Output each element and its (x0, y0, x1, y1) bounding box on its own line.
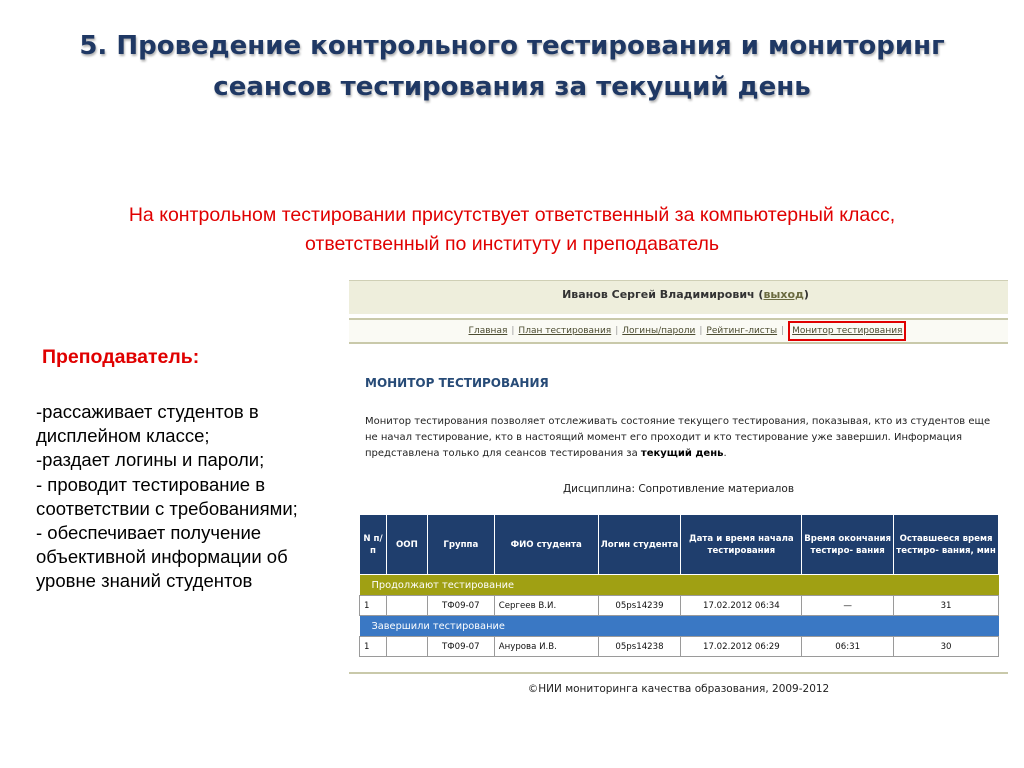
footer-copyright: ©НИИ мониторинга качества образования, 2009-2012 (527, 683, 830, 695)
col-header: Дата и время начала тестирования (681, 515, 802, 575)
table-row: 1 ТФ09-07 Анурова И.В. 05ps14238 17.02.2012 06:29 06:31 30 (360, 637, 999, 657)
user-bar: Иванов Сергей Владимирович (выход) (349, 280, 1008, 314)
col-header: N п/п (360, 515, 387, 575)
duty-item: -раздает логины и пароли; (36, 449, 265, 471)
monitor-description: Монитор тестирования позволяет отслеживать состояние текущего тестирования, показывая, кто из студентов еще не начал тестирование, кто в настоящий момент его проходит и кто тестирование уже завершил. Информация представлена только для сеансов тестирования за текущий день. (365, 416, 991, 459)
table-row: 1 ТФ09-07 Сергеев В.И. 05ps14239 17.02.2012 06:34 — 31 (360, 596, 999, 616)
duty-item: - обеспечивает получение объективной информации об уровне знаний студентов (36, 522, 288, 592)
nav-test-plan[interactable]: План тестирования (518, 326, 612, 336)
nav-monitor[interactable]: Монитор тестирования (792, 326, 903, 336)
slide-title: 5. Проведение контрольного тестирования и мониторинг сеансов тестирования за текущий день (79, 31, 945, 102)
monitor-table (359, 514, 999, 657)
col-header: ООП (386, 515, 427, 575)
nav-logins[interactable]: Логины/пароли (622, 326, 696, 336)
teacher-section (36, 344, 326, 594)
duty-item: -рассаживает студентов в дисплейном классе; (36, 401, 259, 447)
embedded-screenshot (349, 280, 1008, 694)
table-header-row (360, 515, 999, 575)
col-header: Группа (427, 515, 494, 575)
group-row-completed: Завершили тестирование (360, 616, 999, 637)
col-header: ФИО студента (494, 515, 598, 575)
duty-item: - проводит тестирование в соответствии с требованиями; (36, 473, 298, 519)
col-header: Логин студента (598, 515, 681, 575)
duty-list (36, 400, 326, 594)
col-header: Оставшееся время тестиро- вания, мин (894, 515, 999, 575)
discipline-label: Дисциплина: (562, 483, 635, 495)
discipline-line (349, 483, 1008, 495)
user-name: Иванов Сергей Владимирович (562, 288, 755, 301)
discipline-value: Сопротивление материалов (638, 483, 795, 495)
col-header: Время окончания тестиро- вания (802, 515, 894, 575)
group-row-in-progress: Продолжают тестирование (360, 575, 999, 596)
nav-bar: Главная | План тестирования | Логины/пароли | Рейтинг-листы | Монитор тестирования (349, 318, 1008, 344)
nav-home[interactable]: Главная (468, 326, 508, 336)
teacher-heading: Преподаватель: (42, 346, 200, 368)
slide-subtitle: На контрольном тестировании присутствует ответственный за компьютерный класс, ответственный по институту и преподаватель (128, 204, 896, 255)
logout-link[interactable]: выход (763, 288, 804, 301)
footer-divider (349, 672, 1008, 674)
description-bold: текущий день (640, 448, 724, 459)
nav-highlight-box (788, 321, 906, 341)
nav-ratings[interactable]: Рейтинг-листы (706, 326, 778, 336)
monitor-heading: МОНИТОР ТЕСТИРОВАНИЯ (365, 376, 549, 390)
